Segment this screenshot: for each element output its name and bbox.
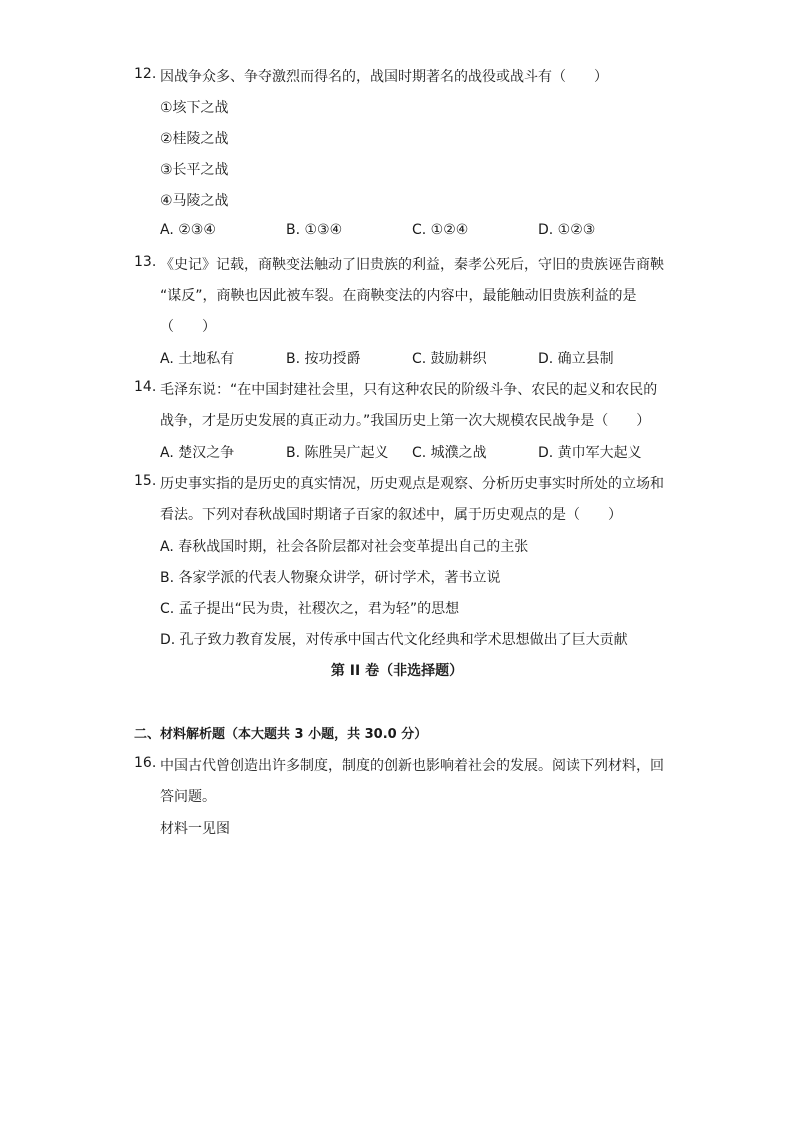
- option-c: C. 鼓励耕织: [412, 351, 487, 367]
- option-d: D. ①②③: [538, 222, 596, 238]
- question-number: 13.: [134, 254, 157, 270]
- list-item: ①垓下之战: [160, 100, 229, 116]
- question-stem-line: 历史事实指的是历史的真实情况，历史观点是观察、分析历史事实时所处的立场和: [160, 476, 664, 492]
- section-heading: 二、材料解析题（本大题共 3 小题，共 30.0 分）: [134, 727, 428, 742]
- question-stem-line: 答问题。: [160, 789, 216, 805]
- option-d: D. 确立县制: [538, 351, 614, 367]
- option-b: B. 各家学派的代表人物聚众讲学，研讨学术，著书立说: [160, 570, 501, 586]
- question-stem: 因战争众多、争夺激烈而得名的，战国时期著名的战役或战斗有（ ）: [160, 69, 608, 85]
- question-number: 12.: [134, 66, 157, 82]
- question-stem-line: 毛泽东说：“在中国封建社会里，只有这种农民的阶级斗争、农民的起义和农民的: [160, 382, 658, 398]
- list-item: ②桂陵之战: [160, 131, 229, 147]
- question-stem-line: （ ）: [160, 319, 216, 335]
- option-a: A. 春秋战国时期，社会各阶层都对社会变革提出自己的主张: [160, 539, 529, 555]
- question-number: 15.: [134, 473, 157, 489]
- option-b: B. 按功授爵: [286, 351, 361, 367]
- option-c: C. ①②④: [412, 222, 469, 238]
- part-title: 第 II 卷（非选择题）: [330, 663, 464, 679]
- option-a: A. ②③④: [160, 222, 216, 238]
- option-b: B. ①③④: [286, 222, 343, 238]
- option-b: B. 陈胜吴广起义: [286, 445, 389, 461]
- list-item: ③长平之战: [160, 162, 229, 178]
- option-c: C. 城濮之战: [412, 445, 487, 461]
- question-stem-line: “谋反”，商鞅也因此被车裂。在商鞅变法的内容中，最能触动旧贵族利益的是: [160, 288, 637, 304]
- option-a: A. 楚汉之争: [160, 445, 235, 461]
- list-item: ④马陵之战: [160, 193, 229, 209]
- question-number: 14.: [134, 379, 157, 395]
- option-d: D. 孔子致力教育发展，对传承中国古代文化经典和学术思想做出了巨大贡献: [160, 632, 628, 648]
- question-stem-line: 看法。下列对春秋战国时期诸子百家的叙述中，属于历史观点的是（ ）: [160, 507, 622, 523]
- option-d: D. 黄巾军大起义: [538, 445, 642, 461]
- question-number: 16.: [134, 755, 157, 771]
- option-a: A. 土地私有: [160, 351, 235, 367]
- question-stem-line: 中国古代曾创造出许多制度，制度的创新也影响着社会的发展。阅读下列材料，回: [160, 758, 664, 774]
- question-stem-line: 战争，才是历史发展的真正动力。”我国历史上第一次大规模农民战争是（ ）: [160, 413, 651, 429]
- option-c: C. 孟子提出“民为贵，社稷次之，君为轻”的思想: [160, 601, 460, 617]
- question-stem-line: 《史记》记载，商鞅变法触动了旧贵族的利益，秦孝公死后，守旧的贵族诬告商鞅: [160, 257, 664, 273]
- material-label: 材料一见图: [160, 821, 230, 837]
